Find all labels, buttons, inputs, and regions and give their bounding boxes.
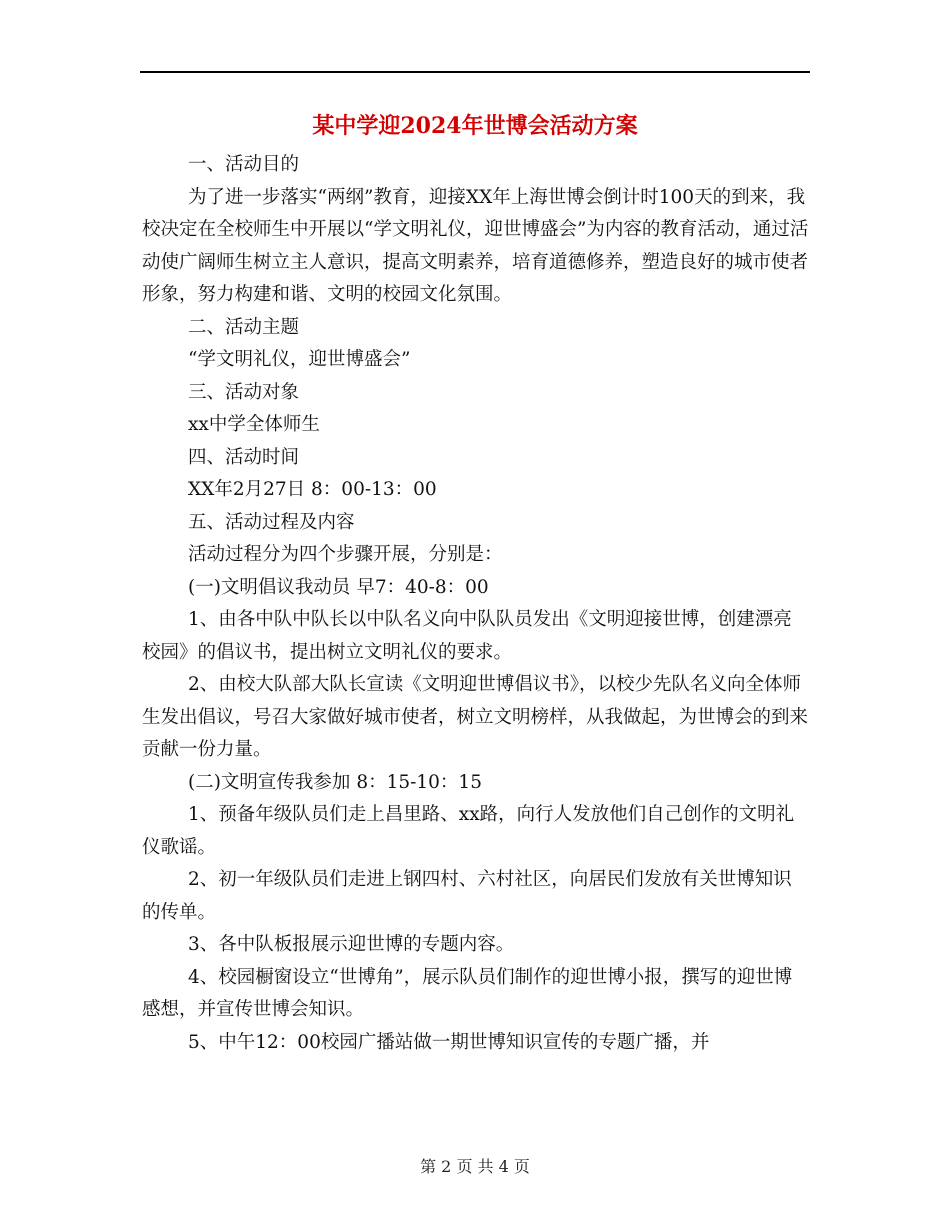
page-footer: 第 2 页 共 4 页 (420, 1157, 530, 1176)
paragraph-steps-intro: 活动过程分为四个步骤开展，分别是： (188, 544, 503, 565)
paragraph-time: XX年2月27日 8：00-13：00 (188, 479, 437, 500)
header-rule (140, 71, 810, 73)
paragraph-step-2-item-3: 3、各中队板报展示迎世博的专题内容。 (188, 934, 515, 955)
paragraph-heading-5: 五、活动过程及内容 (188, 511, 355, 533)
paragraph-purpose: 为了进一步落实“两纲”教育，迎接XX年上海世博会倒计时100天的到来，我校决定在全校师生中开展以“学文明礼仪，迎世博盛会”为内容的教育活动，通过活动使广阔师生树立主人意识，提高文明素养，培育道德修养，塑造良好的城市使者形象，努力构建和谐、文明的校园文化氛围。 (142, 186, 809, 305)
document-title: 某中学迎2024年世博会活动方案 (312, 113, 638, 139)
paragraph-step-2-item-4: 4、校园橱窗设立“世博角”，展示队员们制作的迎世博小报，撰写的迎世博感想，并宣传世博会知识。 (142, 966, 793, 1020)
paragraph-heading-1: 一、活动目的 (188, 154, 300, 175)
paragraph-step-2-heading: (二)文明宣传我参加 8：15-10：15 (188, 771, 482, 793)
paragraph-heading-2: 二、活动主题 (188, 316, 300, 338)
document-body (142, 149, 810, 1059)
paragraph-step-2-item-5: 5、中午12：00校园广播站做一期世博知识宣传的专题广播，并 (188, 1031, 710, 1053)
paragraph-heading-4: 四、活动时间 (188, 446, 300, 468)
paragraph-step-2-item-2: 2、初一年级队员们走进上钢四村、六村社区，向居民们发放有关世博知识的传单。 (142, 869, 792, 923)
paragraph-step-2-item-1: 1、预备年级队员们走上昌里路、xx路，向行人发放他们自己创作的文明礼仪歌谣。 (142, 804, 795, 858)
paragraph-step-1-heading: (一)文明倡议我动员 早7：40-8：00 (188, 576, 489, 598)
paragraph-theme: “学文明礼仪，迎世博盛会” (188, 349, 411, 370)
paragraph-step-1-item-2: 2、由校大队部大队长宣读《文明迎世博倡议书》，以校少先队名义向全体师生发出倡议，号召大家做好城市使者，树立文明榜样，从我做起，为世博会的到来贡献一份力量。 (142, 674, 809, 760)
paragraph-step-1-item-1: 1、由各中队中队长以中队名义向中队队员发出《文明迎接世博，创建漂亮校园》的倡议书，提出树立文明礼仪的要求。 (142, 609, 792, 663)
paragraph-heading-3: 三、活动对象 (188, 381, 300, 403)
paragraph-target: xx中学全体师生 (188, 414, 320, 435)
